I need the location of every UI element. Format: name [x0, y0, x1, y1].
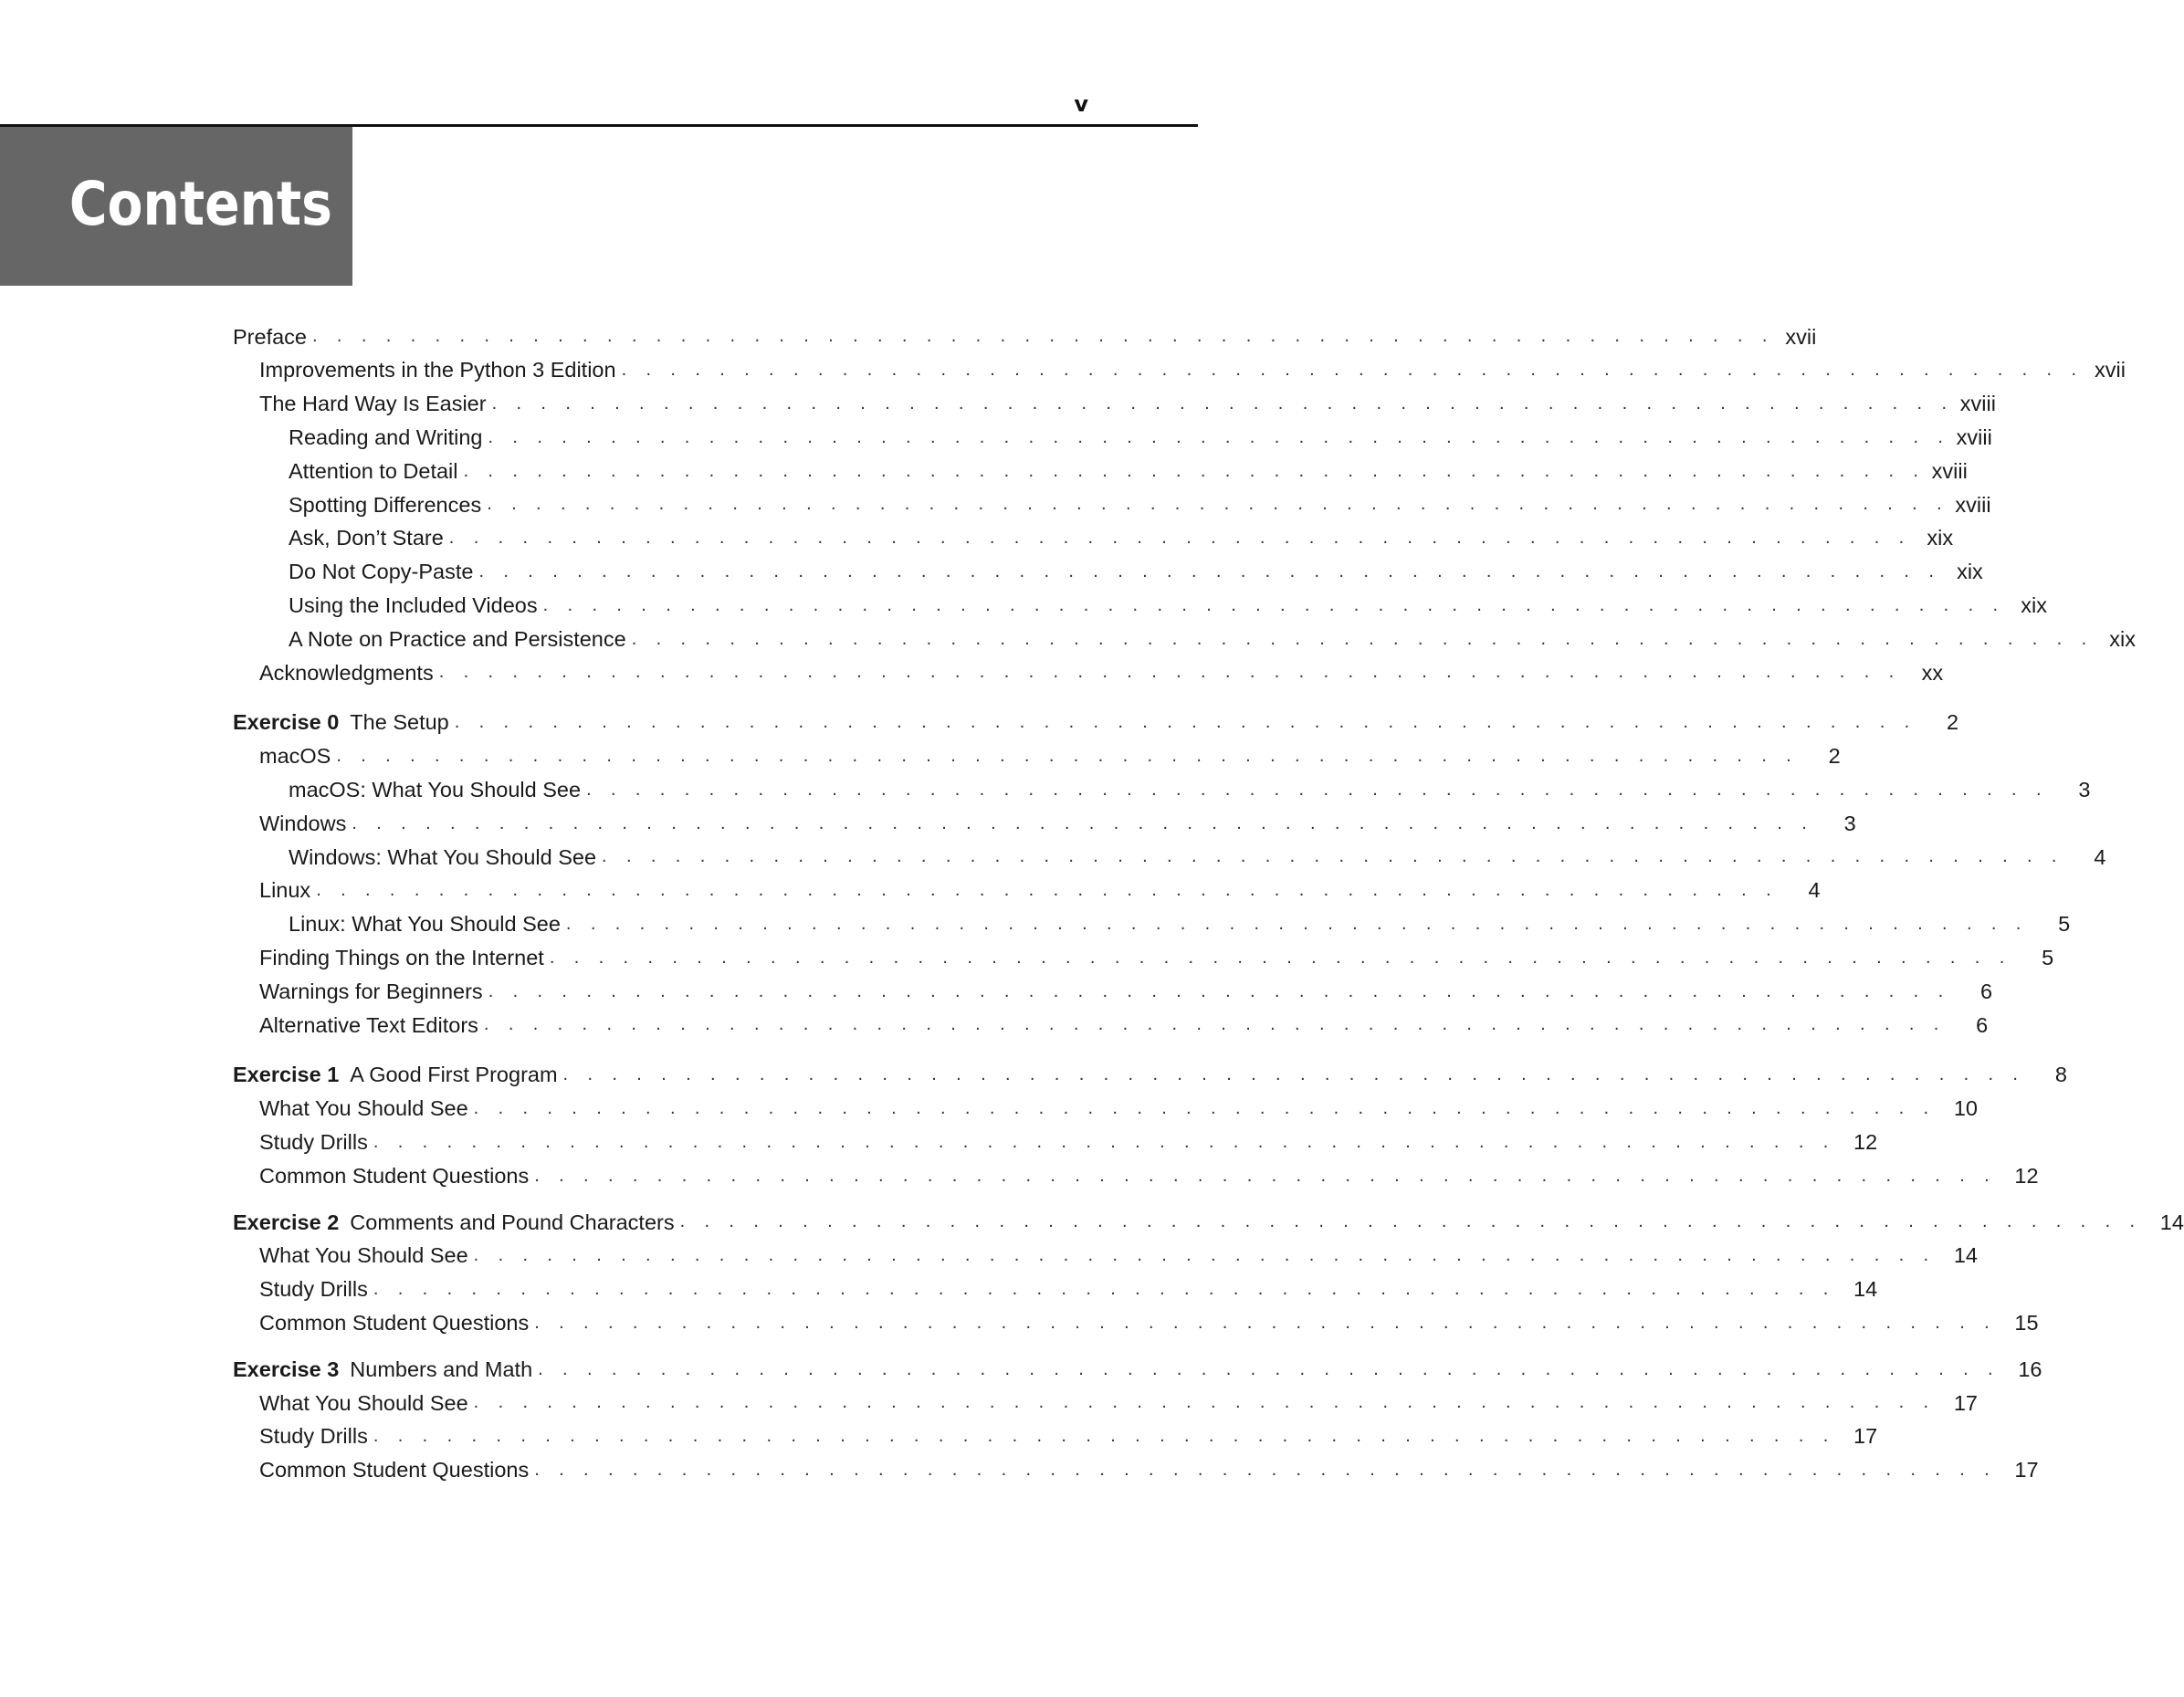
toc-chapter-entry[interactable] [233, 320, 1817, 354]
toc-entry[interactable] [233, 773, 2091, 807]
toc-entry-title [289, 492, 487, 517]
toc-entry-text: Alternative Text Editors [259, 1012, 478, 1037]
toc-entry[interactable] [233, 875, 1821, 908]
toc-entry-title [259, 393, 492, 415]
dot-leader: . . . . . . . . . . . . . . . . . . . . . . . . . . . . . . . . . . . . . . . . . . . . . . . . . . . . . . . . . . . . [473, 1392, 1936, 1413]
toc-entry-title [259, 660, 439, 685]
page-title: Contents [68, 169, 332, 239]
toc-entry-title [233, 1359, 538, 1381]
toc-entry-text: A Note on Practice and Persistence [289, 626, 626, 651]
toc-entry-title [259, 813, 352, 835]
toc-entry-title [259, 1460, 534, 1482]
exercise-label: Exercise 2 [233, 1210, 340, 1234]
toc-entry[interactable] [233, 807, 1856, 841]
toc-page-number: 3 [2078, 778, 2091, 801]
toc-entry-title [259, 360, 622, 382]
toc-entry[interactable] [233, 522, 1954, 556]
toc-page-number: 12 [1853, 1129, 1878, 1154]
toc-entry[interactable] [233, 455, 1968, 488]
dot-leader: . . . . . . . . . . . . . . . . . . . . . . . . . . . . . . . . . . . . . . . . . . . . . . . . . . . . . . . . . . . . [373, 1278, 1836, 1299]
toc-entry-text: Linux: What You Should See [289, 912, 561, 937]
dot-leader: . . . . . . . . . . . . . . . . . . . . . . . . . . . . . . . . . . . . . . . . . . . . . . . . . . . . . . . . . . . . [562, 1064, 2025, 1085]
dot-leader: . . . . . . . . . . . . . . . . . . . . . . . . . . . . . . . . . . . . . . . . . . . . . . . . . . . . . . . . . . . . [631, 628, 2095, 649]
toc-entry-title [259, 1310, 534, 1335]
dot-leader: . . . . . . . . . . . . . . . . . . . . . . . . . . . . . . . . . . . . . . . . . . . . . . . . . . . . . . . . . . . . [621, 360, 2084, 381]
exercise-label: Exercise 3 [233, 1357, 340, 1381]
toc-page-number: xviii [1955, 492, 1991, 517]
toc-page-number: xix [2109, 626, 2137, 651]
toc-entry-title [259, 1012, 484, 1037]
toc-page-number: 2 [1828, 744, 1841, 769]
toc-page-number: xviii [1931, 458, 1968, 483]
dot-leader: . . . . . . . . . . . . . . . . . . . . . . . . . . . . . . . . . . . . . . . . . . . . . . . . . . . . . . . . . . . . [483, 1014, 1947, 1035]
toc-entry-title [233, 324, 312, 349]
toc-entry-title [289, 595, 543, 617]
toc-entry-title [259, 1129, 373, 1154]
toc-page-number: 14 [1953, 1243, 1978, 1268]
toc-entry[interactable] [233, 740, 1841, 774]
toc-entry-text: Numbers and Math [350, 1357, 533, 1381]
toc-entry-title [259, 1163, 534, 1188]
toc-entry-text: Common Student Questions [259, 1163, 530, 1188]
toc-entry[interactable] [233, 1420, 1878, 1454]
toc-entry-title [289, 528, 449, 550]
toc-entry-text: Spotting Differences [289, 492, 482, 517]
dot-leader: . . . . . . . . . . . . . . . . . . . . . . . . . . . . . . . . . . . . . . . . . . . . . . . . . . . . . . . . . . . . [312, 326, 1775, 347]
dot-leader: . . . . . . . . . . . . . . . . . . . . . . . . . . . . . . . . . . . . . . . . . . . . . . . . . . . . . . . . . . . . [679, 1211, 2142, 1232]
toc-page-number: 4 [1808, 878, 1821, 903]
group-gap [233, 1340, 963, 1353]
dot-leader: . . . . . . . . . . . . . . . . . . . . . . . . . . . . . . . . . . . . . . . . . . . . . . . . . . . . . . . . . . . . [538, 1358, 2000, 1379]
toc-entry[interactable] [233, 1093, 1978, 1126]
toc-entry[interactable] [233, 1387, 1978, 1420]
toc-page-number: 5 [2058, 912, 2071, 937]
group-gap [233, 1042, 963, 1059]
dot-leader: . . . . . . . . . . . . . . . . . . . . . . . . . . . . . . . . . . . . . . . . . . . . . . . . . . . . . . . . . . . . [534, 1165, 1997, 1186]
toc-entry-text: Reading and Writing [289, 425, 483, 450]
toc-entry[interactable] [233, 388, 1996, 422]
toc-entry-text: Ask, Don’t Stare [289, 526, 444, 550]
toc-page-number: xix [1927, 526, 1954, 550]
toc-entry-text: macOS: What You Should See [289, 778, 582, 801]
toc-page-number: xx [1921, 660, 1944, 685]
toc-entry-text: Acknowledgments [259, 660, 434, 685]
toc-entry-text: macOS [259, 744, 331, 769]
dot-leader: . . . . . . . . . . . . . . . . . . . . . . . . . . . . . . . . . . . . . . . . . . . . . . . . . . . . . . . . . . . . [491, 393, 1954, 414]
toc-entry-text: The Setup [350, 710, 449, 735]
toc-entry[interactable] [233, 556, 1983, 590]
toc-entry[interactable] [233, 975, 1993, 1009]
toc-entry-title [259, 1098, 474, 1120]
toc-page-number: 3 [1843, 811, 1856, 835]
toc-entry-title [289, 427, 488, 449]
group-gap [233, 690, 963, 707]
toc-page-number: xvii [1785, 324, 1817, 349]
toc-entry-text: What You Should See [259, 1243, 468, 1268]
page-number: v [1074, 91, 1088, 117]
toc-chapter-entry[interactable] [233, 1059, 2067, 1093]
toc-entry-title [233, 712, 455, 734]
dot-leader: . . . . . . . . . . . . . . . . . . . . . . . . . . . . . . . . . . . . . . . . . . . . . . . . . . . . . . . . . . . . [586, 779, 2049, 800]
dot-leader: . . . . . . . . . . . . . . . . . . . . . . . . . . . . . . . . . . . . . . . . . . . . . . . . . . . . . . . . . . . . [438, 662, 1902, 683]
toc-entry-title [289, 626, 632, 651]
dot-leader: . . . . . . . . . . . . . . . . . . . . . . . . . . . . . . . . . . . . . . . . . . . . . . . . . . . . . . . . . . . . [373, 1131, 1836, 1152]
dot-leader: . . . . . . . . . . . . . . . . . . . . . . . . . . . . . . . . . . . . . . . . . . . . . . . . . . . . . . . . . . . . [478, 560, 1941, 581]
toc-page-number: 4 [2094, 844, 2106, 869]
dot-leader: . . . . . . . . . . . . . . . . . . . . . . . . . . . . . . . . . . . . . . . . . . . . . . . . . . . . . . . . . . . . [565, 913, 2029, 934]
dot-leader: . . . . . . . . . . . . . . . . . . . . . . . . . . . . . . . . . . . . . . . . . . . . . . . . . . . . . . . . . . . . [373, 1426, 1836, 1447]
dot-leader: . . . . . . . . . . . . . . . . . . . . . . . . . . . . . . . . . . . . . . . . . . . . . . . . . . . . . . . . . . . . [487, 494, 1949, 515]
toc-entry-title [289, 458, 464, 483]
exercise-label: Exercise 0 [233, 710, 340, 735]
toc-entry-text: Improvements in the Python 3 Edition [259, 358, 616, 382]
toc-entry[interactable] [233, 941, 2054, 975]
toc-entry-text: Study Drills [259, 1277, 368, 1302]
dot-leader: . . . . . . . . . . . . . . . . . . . . . . . . . . . . . . . . . . . . . . . . . . . . . . . . . . . . . . . . . . . . [473, 1245, 1936, 1266]
toc-entry-text: Preface [233, 324, 307, 349]
dot-leader: . . . . . . . . . . . . . . . . . . . . . . . . . . . . . . . . . . . . . . . . . . . . . . . . . . . . . . . . . . . . [534, 1459, 1997, 1480]
dot-leader: . . . . . . . . . . . . . . . . . . . . . . . . . . . . . . . . . . . . . . . . . . . . . . . . . . . . . . . . . . . . [336, 745, 1799, 766]
toc-page-number: 15 [2014, 1310, 2039, 1335]
toc-page-number: 14 [1853, 1277, 1878, 1302]
toc-entry-text: Windows: What You Should See [289, 844, 597, 869]
toc-entry-title [259, 945, 550, 969]
toc-entry[interactable] [233, 488, 1991, 522]
toc-entry-text: Do Not Copy-Paste [289, 560, 474, 584]
toc-page-number: 14 [2159, 1210, 2184, 1234]
toc-page-number: 17 [1953, 1390, 1978, 1415]
toc-entry-title [289, 914, 566, 936]
title-block [0, 127, 352, 286]
dot-leader: . . . . . . . . . . . . . . . . . . . . . . . . . . . . . . . . . . . . . . . . . . . . . . . . . . . . . . . . . . . . [488, 980, 1951, 1001]
toc-entry[interactable] [233, 1306, 2039, 1340]
toc-entry-text: The Hard Way Is Easier [259, 392, 487, 416]
toc-entry[interactable] [233, 1009, 1989, 1042]
toc-entry[interactable] [233, 841, 2106, 875]
toc-chapter-entry[interactable] [233, 1206, 2184, 1240]
toc-page-number: xix [1957, 560, 1983, 584]
toc-page-number: 17 [1853, 1424, 1878, 1449]
toc-chapter-entry[interactable] [233, 1353, 2042, 1387]
dot-leader: . . . . . . . . . . . . . . . . . . . . . . . . . . . . . . . . . . . . . . . . . . . . . . . . . . . . . . . . . . . . [534, 1312, 1997, 1333]
dot-leader: . . . . . . . . . . . . . . . . . . . . . . . . . . . . . . . . . . . . . . . . . . . . . . . . . . . . . . . . . . . . [542, 594, 2005, 615]
toc-entry-text: Common Student Questions [259, 1310, 530, 1335]
toc-entry-title [259, 1390, 474, 1415]
toc-entry-text: Finding Things on the Internet [259, 945, 544, 969]
toc-page-number: xix [2021, 593, 2047, 618]
toc-page-number: 17 [2014, 1458, 2039, 1482]
toc-entry-text: What You Should See [259, 1390, 468, 1415]
dot-leader: . . . . . . . . . . . . . . . . . . . . . . . . . . . . . . . . . . . . . . . . . . . . . . . . . . . . . . . . . . . . [448, 528, 1912, 549]
toc-entry-text: Linux [259, 878, 311, 903]
toc-entry-text: Common Student Questions [259, 1458, 530, 1482]
dot-leader: . . . . . . . . . . . . . . . . . . . . . . . . . . . . . . . . . . . . . . . . . . . . . . . . . . . . . . . . . . . . [488, 426, 1950, 447]
toc-entry[interactable] [233, 421, 1992, 455]
dot-leader: . . . . . . . . . . . . . . . . . . . . . . . . . . . . . . . . . . . . . . . . . . . . . . . . . . . . . . . . . . . . [454, 712, 1917, 733]
toc-entry[interactable] [233, 623, 2137, 656]
toc-entry[interactable] [233, 656, 1944, 690]
toc-entry-title [259, 746, 336, 768]
toc-entry-text: A Good First Program [350, 1063, 558, 1087]
group-gap [233, 1193, 963, 1206]
dot-leader: . . . . . . . . . . . . . . . . . . . . . . . . . . . . . . . . . . . . . . . . . . . . . . . . . . . . . . . . . . . . [316, 880, 1779, 901]
toc-entry[interactable] [233, 1240, 1978, 1273]
toc-entry-title [233, 1064, 563, 1086]
toc [233, 320, 2184, 1487]
dot-leader: . . . . . . . . . . . . . . . . . . . . . . . . . . . . . . . . . . . . . . . . . . . . . . . . . . . . . . . . . . . . [352, 812, 1814, 833]
toc-page-number: 6 [1979, 979, 1993, 1003]
toc-entry[interactable] [233, 354, 2126, 388]
toc-entry-title [289, 780, 586, 801]
toc-entry[interactable] [233, 908, 2071, 942]
toc-entry-title [233, 1212, 680, 1234]
toc-entry-text: Using the Included Videos [289, 593, 538, 618]
toc-page-number: 10 [1953, 1096, 1978, 1121]
dot-leader: . . . . . . . . . . . . . . . . . . . . . . . . . . . . . . . . . . . . . . . . . . . . . . . . . . . . . . . . . . . . [602, 846, 2064, 867]
toc-entry-title [259, 1426, 373, 1448]
toc-entry-text: Warnings for Beginners [259, 979, 483, 1003]
toc-entry-title [259, 880, 316, 902]
toc-entry-text: What You Should See [259, 1096, 468, 1121]
toc-entry-title [259, 1245, 474, 1267]
toc-page-number: xviii [1959, 392, 1996, 416]
toc-entry-text: Windows [259, 811, 347, 835]
toc-entry-text: Attention to Detail [289, 458, 458, 483]
toc-entry[interactable] [233, 1159, 2039, 1193]
dot-leader: . . . . . . . . . . . . . . . . . . . . . . . . . . . . . . . . . . . . . . . . . . . . . . . . . . . . . . . . . . . . [549, 947, 2012, 968]
toc-entry-text: Comments and Pound Characters [350, 1210, 675, 1234]
toc-page-number: 2 [1947, 710, 1959, 735]
toc-page-number: 16 [2018, 1357, 2042, 1381]
toc-page-number: xvii [2094, 358, 2126, 382]
toc-entry-text: Study Drills [259, 1129, 368, 1154]
toc-page-number: 5 [2042, 945, 2054, 969]
toc-entry[interactable] [233, 1454, 2039, 1488]
toc-entry[interactable] [233, 589, 2047, 623]
toc-page-number: 6 [1976, 1012, 1989, 1037]
toc-entry-title [289, 561, 478, 583]
toc-chapter-entry[interactable] [233, 707, 1959, 740]
toc-page-number: 12 [2014, 1163, 2039, 1188]
toc-entry-title [259, 981, 488, 1003]
toc-entry[interactable] [233, 1126, 1878, 1159]
toc-entry-title [259, 1279, 373, 1301]
dot-leader: . . . . . . . . . . . . . . . . . . . . . . . . . . . . . . . . . . . . . . . . . . . . . . . . . . . . . . . . . . . . [463, 460, 1926, 481]
toc-entry-title [289, 844, 602, 869]
dot-leader: . . . . . . . . . . . . . . . . . . . . . . . . . . . . . . . . . . . . . . . . . . . . . . . . . . . . . . . . . . . . [473, 1097, 1936, 1118]
exercise-label: Exercise 1 [233, 1063, 340, 1087]
toc-page-number: xviii [1956, 425, 1992, 450]
toc-entry-text: Study Drills [259, 1424, 368, 1449]
toc-entry[interactable] [233, 1273, 1878, 1307]
toc-page-number: 8 [2054, 1063, 2067, 1087]
